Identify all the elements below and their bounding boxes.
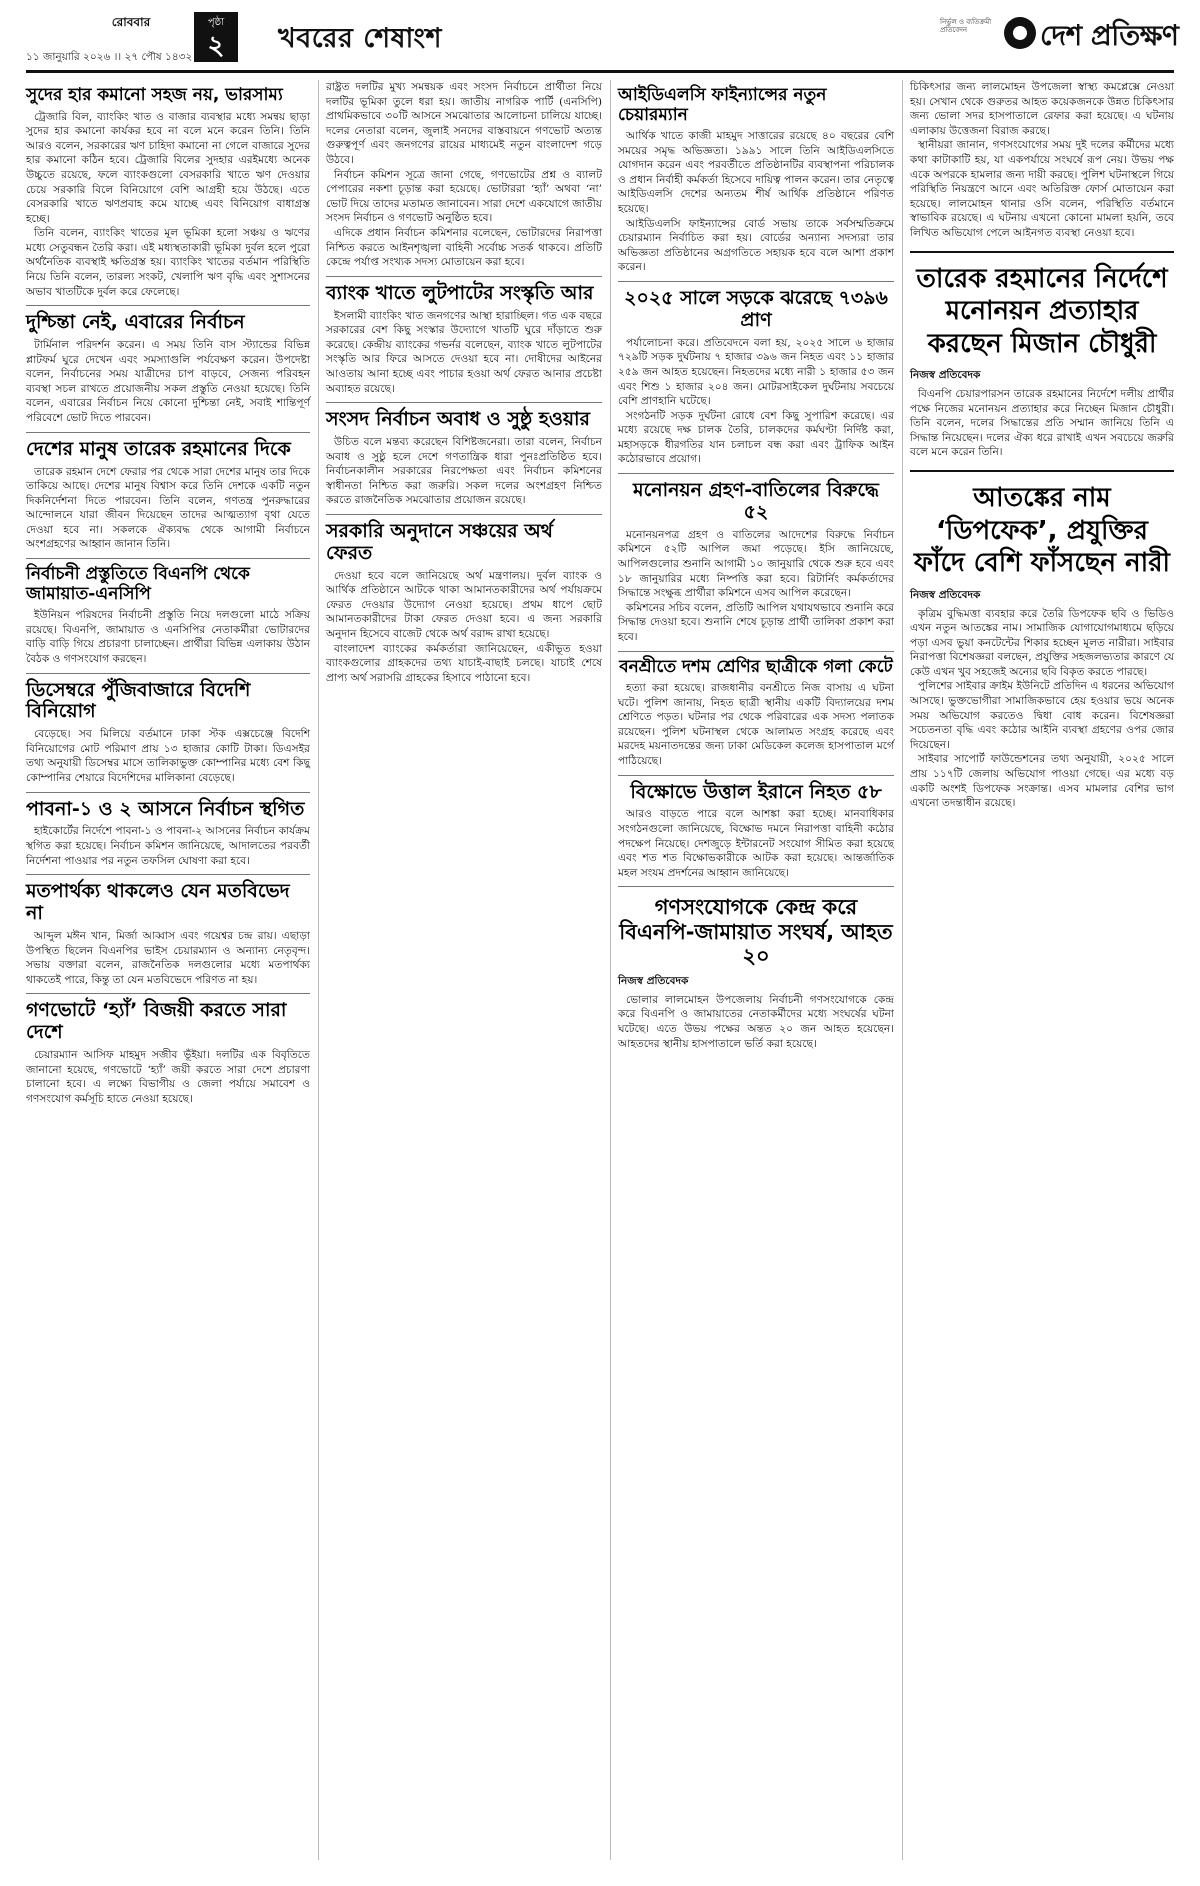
- article-divider: [910, 470, 1174, 472]
- article-divider: [26, 558, 310, 559]
- article-text: সাইবার সাপোর্ট ফাউন্ডেশনের তথ্য অনুযায়ী, ২০২৫ সালে প্রায় ১১৭টি জেলায় অভিযোগ পাওয়া গেছে। এর মধ্যে বড় একটি অংশই ডিপফেক সংক্রান্ত। এসব মামলার বেশির ভাগ এখনো তদন্তাধীন রয়েছে।: [910, 753, 1174, 810]
- header-day: রোববার: [111, 15, 151, 29]
- article-text: উচিত বলে মন্তব্য করেছেন বিশিষ্টজনেরা। তারা বলেন, নির্বাচন অবাধ ও সুষ্ঠু হলে দেশে গণতান্ত্রিক ধারা পুনঃপ্রতিষ্ঠিত হবে। নির্বাচনকালীন সরকারের নিরপেক্ষতা এবং নির্বাচন কমিশনের স্বাধীনতা নিশ্চিত করা জরুরি। সকল দলের অংশগ্রহণ নিশ্চিত করতে রাজনৈতিক সমঝোতার প্রয়োজন রয়েছে।: [326, 435, 602, 507]
- section-title: খবরের শেষাংশ: [278, 23, 442, 54]
- article-divider: [26, 993, 310, 994]
- article-text: আর্থিক খাতে কাজী মাহমুদ সাত্তারের রয়েছে ৪০ বছরের বেশি সময়ের সমৃদ্ধ অভিজ্ঞতা। ১৯৯১ সালে তিনি আইডিএলসিতে যোগদান করেন এবং পরবর্তীতে প্রতিষ্ঠানটির ব্যবস্থাপনা পরিচালক ও প্রধান নির্বাহী কর্মকর্তা হিসেবে দায়িত্ব পালন করেন। তার নেতৃত্বে আইডিএলসি দেশের অন্যতম শীর্ষ আর্থিক প্রতিষ্ঠানে পরিণত হয়েছে।: [618, 130, 894, 216]
- logo-tagline: নির্ভুল ও ব্যতিক্রমী প্রতিবেদন: [940, 18, 992, 34]
- article-text: ভোলার লালমোহন উপজেলায় নির্বাচনী গণসংযোগকে কেন্দ্র করে বিএনপি ও জামায়াতের নেতাকর্মীদের মধ্যে সংঘর্ষের ঘটনা ঘটেছে। এতে উভয় পক্ষের অন্তত ২০ জন আহত হয়েছেন। আহতদের স্থানীয় হাসপাতালে ভর্তি করা হয়েছে।: [618, 993, 894, 1050]
- article-text: মনোনয়নপত্র গ্রহণ ও বাতিলের আদেশের বিরুদ্ধে নির্বাচন কমিশনে ৫২টি আপিল জমা পড়েছে। ইসি জানিয়েছে, আপিলগুলোর শুনানি আগামী ১০ জানুয়ারি থেকে শুরু হবে এবং ১৮ জানুয়ারির মধ্যে নিষ্পত্তি করা হবে। রিটার্নিং কর্মকর্তাদের সিদ্ধান্তে সংক্ষুব্ধ প্রার্থীরা কমিশনে এসব আপিল করেছেন।: [618, 528, 894, 600]
- article-text: কমিশনের সচিব বলেন, প্রতিটি আপিল যথাযথভাবে শুনানি করে সিদ্ধান্ত দেওয়া হবে। শুনানি শেষে চূড়ান্ত প্রার্থী তালিকা প্রকাশ করা হবে।: [618, 601, 894, 643]
- headline[interactable]: ব্যাংক খাতে লুটপাটের সংস্কৃতি আর: [326, 281, 594, 304]
- article-text: চেয়ারম্যান আসিফ মাহমুদ সজীব ভূঁইয়া। দলটির এক বিবৃতিতে জানানো হয়েছে, গণভোটে ‘হ্যাঁ’ জয়ী করতে সারা দেশে প্রচারণা চালানো হবে। এ লক্ষ্যে বিভাগীয় ও জেলা পর্যায়ে সমাবেশ ও গণসংযোগ কর্মসূচি হাতে নেওয়া হয়েছে।: [26, 1048, 310, 1105]
- article-divider: [326, 402, 602, 403]
- article-divider: [26, 305, 310, 306]
- page-number-box: [194, 12, 238, 62]
- headline[interactable]: সরকারি অনুদানে সঞ্চয়ের অর্থ ফেরত: [326, 519, 553, 564]
- article-text: দেওয়া হবে বলে জানিয়েছে অর্থ মন্ত্রণালয়। দুর্বল ব্যাংক ও আর্থিক প্রতিষ্ঠানে আটকে থাকা আমানতকারীদের অর্থ পর্যায়ক্রমে ফেরত দেওয়ার উদ্যোগ নেওয়া হয়েছে। প্রথম ধাপে ছোট আমানতকারীদের টাকা ফেরত দেওয়া হবে। এ জন্য সরকারি অনুদান হিসেবে বাজেট থেকে অর্থ বরাদ্দ রাখা হয়েছে।: [326, 569, 602, 640]
- article-text: সংগঠনটি সড়ক দুর্ঘটনা রোধে বেশ কিছু সুপারিশ করেছে। এর মধ্যে রয়েছে দক্ষ চালক তৈরি, চালকদের কর্মঘণ্টা নির্দিষ্ট করা, মহাসড়কে ধীরগতির যান চলাচল বন্ধ করা এবং ট্রাফিক আইন কঠোরভাবে প্রয়োগ।: [618, 409, 894, 466]
- byline: নিজস্ব প্রতিবেদক: [910, 588, 981, 601]
- article-text: টার্মিনাল পরিদর্শন করেন। এ সময় তিনি বাস স্ট্যান্ডের বিভিন্ন প্লাটফর্ম ঘুরে দেখেন এবং সমস্যাগুলি পর্যবেক্ষণ করেন। উপদেষ্টা বলেন, নির্বাচনের সময় যাত্রীদের চাপ বাড়বে, সেজন্য পরিবহন ব্যবস্থা সচল রাখতে প্রয়োজনীয় সকল প্রস্তুতি নেওয়া হয়েছে। তিনি বলেন, এবারের নির্বাচন নিয়ে কোনো দুশ্চিন্তা নেই, সবাই শান্তিপূর্ণ পরিবেশে ভোট দিতে পারবেন।: [26, 339, 310, 425]
- article-text: রাষ্ট্রত দলটির মুখ্য সমন্বয়ক এবং সংসদ নির্বাচনে প্রার্থীতা নিয়ে দলটির ভূমিকা তুলে ধরা হয়। জাতীয় নাগরিক পার্টি (এনসিপি) প্রাথমিকভাবে ৩০টি আসনে সমঝোতার আলোচনা চালিয়ে যাচ্ছে। দলের নেতারা বলেন, জুলাই সনদের বাস্তবায়নে গণভোট অত্যন্ত গুরুত্বপূর্ণ এবং জনগণের রায়ের মাধ্যমেই নতুন বাংলাদেশ গড়ে উঠবে।: [326, 81, 602, 166]
- article-text: তারেক রহমান দেশে ফেরার পর থেকে সারা দেশের মানুষ তার দিকে তাকিয়ে আছে। দেশের মানুষ বিশ্বাস করে তিনি দেশকে একটি নতুন দিকনির্দেশনা দিতে পারবেন। তিনি বলেন, গণতন্ত্র পুনরুদ্ধারের আন্দোলনে যারা জীবন দিয়েছেন তাদের আত্মত্যাগ বৃথা যেতে দেওয়া হবে না। সকলকে ঐক্যবদ্ধ থেকে আগামী নির্বাচনে অংশগ্রহণের আহ্বান জানান তিনি।: [26, 465, 310, 551]
- article-text: আরও বাড়তে পারে বলে আশঙ্কা করা হচ্ছে। মানবাধিকার সংগঠনগুলো জানিয়েছে, বিক্ষোভ দমনে নিরাপত্তা বাহিনী কঠোর পদক্ষেপ নিয়েছে। দেশজুড়ে ইন্টারনেট সংযোগ সীমিত করা হয়েছে এবং শত শত বিক্ষোভকারীকে আটক করা হয়েছে। আন্তর্জাতিক মহল সংযম প্রদর্শনের আহ্বান জানিয়েছে।: [618, 808, 894, 879]
- column-divider: [318, 80, 319, 1860]
- page-header: [26, 12, 1179, 70]
- column-2: [326, 80, 602, 685]
- article-text: নির্বাচন কমিশন সূত্রে জানা গেছে, গণভোটের প্রশ্ন ও ব্যালট পেপারের নকশা চূড়ান্ত করা হয়েছে। ভোটাররা ‘হ্যাঁ’ অথবা ‘না’ ভোট দিয়ে তাদের মতামত জানাবেন। সারা দেশে একযোগে জাতীয় সংসদ নির্বাচন ও গণভোট অনুষ্ঠিত হবে।: [326, 168, 602, 225]
- article-divider: [618, 886, 894, 887]
- headline[interactable]: দুশ্চিন্তা নেই, এবারের নির্বাচন: [26, 311, 245, 334]
- headline[interactable]: দেশের মানুষ তারেক রহমানের দিকে: [26, 437, 291, 460]
- headline[interactable]: আতঙ্কের নাম ‘ডিপফেক’, প্রযুক্তির ফাঁদে বেশি ফাঁসছেন নারী: [914, 483, 1170, 578]
- headline[interactable]: সুদের হার কমানো সহজ নয়, ভারসাম্য: [26, 85, 283, 105]
- headline[interactable]: মতপার্থক্য থাকলেও যেন মতবিভেদ না: [26, 880, 290, 925]
- article-text: হাইকোর্টের নির্দেশে পাবনা-১ ও পাবনা-২ আসনের নির্বাচন কার্যক্রম স্থগিত করা হয়েছে। নির্বাচন কমিশন জানিয়েছে, আদালতের পরবর্তী নির্দেশনা পাওয়ার পর নতুন তফসিল ঘোষণা করা হবে।: [26, 825, 310, 867]
- headline[interactable]: সংসদ নির্বাচন অবাধ ও সুষ্ঠু হওয়ার: [326, 408, 591, 431]
- logo-emblem-icon: [1004, 17, 1036, 49]
- article-text: বাংলাদেশ ব্যাংকের কর্মকর্তারা জানিয়েছেন, একীভূত হওয়া ব্যাংকগুলোর গ্রাহকদের তথ্য যাচাই-বাছাই চলছে। যাচাই শেষে প্রাপ্য অর্থ সরাসরি গ্রাহকের হিসাবে পাঠানো হবে।: [326, 642, 602, 684]
- headline[interactable]: ডিসেম্বরে পুঁজিবাজারে বিদেশি বিনিয়োগ: [26, 678, 251, 723]
- article-text: আইডিএলসি ফাইন্যান্সের বোর্ড সভায় তাকে সর্বসম্মতিক্রমে চেয়ারম্যান নির্বাচিত করা হয়। বোর্ডের অন্যান্য সদস্যরা তার অভিজ্ঞতা প্রতিষ্ঠানের অগ্রগতিতে সহায়ক হবে বলে আশা প্রকাশ করেন।: [618, 217, 894, 274]
- article-text: পর্যালোচনা করে। প্রতিবেদনে বলা হয়, ২০২৫ সালে ৬ হাজার ৭২৯টি সড়ক দুর্ঘটনায় ৭ হাজার ৩৯৬ জন নিহত এবং ১১ হাজার ২৫৯ জন আহত হয়েছেন। নিহতদের মধ্যে নারী ১ হাজার ৫৩ জন এবং শিশু ১ হাজার ২০৪ জন। মোটরসাইকেল দুর্ঘটনায় সবচেয়ে বেশি প্রাণহানি ঘটেছে।: [618, 336, 894, 408]
- article-divider: [618, 281, 894, 282]
- headline[interactable]: মনোনয়ন গ্রহণ-বাতিলের বিরুদ্ধে ৫২: [633, 479, 879, 523]
- headline[interactable]: বনশ্রীতে দশম শ্রেণির ছাত্রীকে গলা কেটে: [619, 656, 893, 677]
- masthead-logo: [934, 12, 1179, 62]
- article-text: বিএনপি চেয়ারপারসন তারেক রহমানের নির্দেশে দলীয় প্রার্থীর পক্ষে নিজের মনোনয়ন প্রত্যাহার করে নিচ্ছেন মিজান চৌধুরী। তিনি বলেন, দলের সিদ্ধান্তের প্রতি সম্মান জানিয়ে তিনি এ সিদ্ধান্ত নিয়েছেন। দলের ঐক্য ধরে রাখাই এখন সবচেয়ে জরুরি বলে মনে করেন তিনি।: [910, 388, 1174, 459]
- headline[interactable]: পাবনা-১ ও ২ আসনে নির্বাচন স্থগিত: [26, 797, 305, 820]
- article-text: ট্রেজারি বিল, ব্যাংকিং খাত ও বাজার ব্যবস্থার মধ্যে সমন্বয় ছাড়া সুদের হার কমানো কার্যকর হবে না বলে মনে করেন তিনি। তিনি আরও বলেন, সরকারের ঋণ চাহিদা কমানো না গেলে বাজারে সুদের হার কমানো কঠিন হবে। ট্রেজারি বিলের সুদহার এরইমধ্যে অনেক উচ্চুতে রয়েছে, ফলে ব্যাংকগুলো বেসরকারি খাতে ঋণ দেওয়ার চেয়ে সরকারি বিলে বিনিয়োগে বেশি আগ্রহী হয়ে উঠছে। এতে বেসরকারি খাতে ঋণপ্রবাহ কমে যাচ্ছে এবং বিনিয়োগ বাধাগ্রস্ত হচ্ছে।: [26, 110, 310, 225]
- article-divider: [326, 514, 602, 515]
- headline[interactable]: গণভোটে ‘হ্যাঁ’ বিজয়ী করতে সারা দেশে: [26, 999, 287, 1044]
- headline[interactable]: গণসংযোগকে কেন্দ্র করে বিএনপি-জামায়াত সংঘর্ষ, আহত ২০: [619, 895, 893, 968]
- article-text: তিনি বলেন, ব্যাংকিং খাতের মূল ভূমিকা হলো সঞ্চয় ও ঋণের মধ্যে সেতুবন্ধন তৈরি করা। এই মধ্যস্থতাকারী ভূমিকা দুর্বল হলে পুরো অর্থনৈতিক ব্যবস্থাই ক্ষতিগ্রস্ত হয়। ব্যাংকিং খাতের বর্তমান পরিস্থিতি নিয়ে তিনি বলেন, তারল্য সংকট, খেলাপি ঋণ বৃদ্ধি এবং সুশাসনের অভাব খাতটিকে দুর্বল করে ফেলেছে।: [26, 227, 310, 298]
- headline[interactable]: তারেক রহমানের নির্দেশে মনোনয়ন প্রত্যাহার করছেন মিজান চৌধুরী: [916, 263, 1168, 359]
- byline: নিজস্ব প্রতিবেদক: [910, 369, 981, 382]
- article-divider: [26, 673, 310, 674]
- article-divider: [618, 651, 894, 652]
- logo-text: দেশ প্রতিক্ষণ: [1040, 19, 1179, 52]
- column-1: [26, 80, 310, 1106]
- article-text: হত্যা করা হয়েছে। রাজধানীর বনশ্রীতে নিজ বাসায় এ ঘটনা ঘটে। পুলিশ জানায়, নিহত ছাত্রী স্থানীয় একটি বিদ্যালয়ের দশম শ্রেণিতে পড়ত। ঘটনার পর থেকে পরিবারের এক সদস্য পলাতক রয়েছেন। পুলিশ ঘটনাস্থল থেকে আলামত সংগ্রহ করেছে এবং মরদেহ ময়নাতদন্তের জন্য ঢাকা মেডিকেল কলেজ হাসপাতাল মর্গে পাঠিয়েছে।: [618, 682, 894, 768]
- article-text: বেড়েছে। সব মিলিয়ে বর্তমানে ঢাকা স্টক এক্সচেঞ্জে বিদেশি বিনিয়োগের মোট পরিমাণ প্রায় ১৩ হাজার কোটি টাকা। ডিএসইর তথ্য অনুযায়ী ডিসেম্বর মাসে তালিকাভুক্ত কোম্পানির মধ্যে বেশ কিছু কোম্পানির শেয়ারে বিদেশিদের মালিকানা বেড়েছে।: [26, 728, 310, 785]
- header-divider: [26, 70, 1174, 73]
- article-divider: [26, 432, 310, 433]
- article-text: আব্দুল মঈন খান, মির্জা আব্বাস এবং গয়েশ্বর চন্দ্র রায়। এছাড়া উপস্থিত ছিলেন বিএনপির ভাইস চেয়ারম্যান ও অন্যান্য নেতৃবৃন্দ। সভায় বক্তারা বলেন, রাজনৈতিক দলগুলোর মধ্যে মতপার্থক্য থাকতেই পারে, কিন্তু তা যেন মতবিভেদে পরিণত না হয়।: [26, 929, 310, 986]
- article-text: স্থানীয়রা জানান, গণসংযোগের সময় দুই দলের কর্মীদের মধ্যে কথা কাটাকাটি হয়, যা একপর্যায়ে সংঘর্ষে রূপ নেয়। উভয় পক্ষ একে অপরকে হামলার জন্য দায়ী করছে। পুলিশ ঘটনাস্থলে গিয়ে পরিস্থিতি নিয়ন্ত্রণে আনে এবং অতিরিক্ত ফোর্স মোতায়েন করা হয়েছে। লালমোহন থানার ওসি বলেন, পরিস্থিতি বর্তমানে স্বাভাবিক রয়েছে। এ ঘটনায় এখনো কোনো মামলা হয়নি, তবে লিখিত অভিযোগ পেলে আইনগত ব্যবস্থা নেওয়া হবে।: [910, 139, 1174, 239]
- article-divider: [326, 276, 602, 277]
- headline[interactable]: নির্বাচনী প্রস্তুতিতে বিএনপি থেকে জামায়াত-এনসিপি: [26, 564, 250, 604]
- column-divider: [610, 80, 611, 1860]
- column-4: [910, 80, 1174, 811]
- article-text: পুলিশের সাইবার ক্রাইম ইউনিটে প্রতিদিন এ ধরনের অভিযোগ আসছে। ভুক্তভোগীরা সামাজিকভাবে হেয় হওয়ার ভয়ে অনেক সময় অভিযোগ করতেও দ্বিধা বোধ করেন। বিশেষজ্ঞরা সচেতনতা বৃদ্ধি এবং কঠোর আইনি ব্যবস্থা গ্রহণের ওপর জোর দিয়েছেন।: [910, 680, 1174, 751]
- column-3: [618, 80, 894, 1051]
- article-divider: [618, 473, 894, 474]
- page-number: ২: [207, 31, 225, 61]
- article-divider: [618, 775, 894, 776]
- headline[interactable]: ২০২৫ সালে সড়কে ঝরেছে ৭৩৯৬ প্রাণ: [624, 287, 888, 331]
- article-text: ইউনিয়ন পরিষদের নির্বাচনী প্রস্তুতি নিয়ে দলগুলো মাঠে সক্রিয় রয়েছে। বিএনপি, জামায়াত ও এনসিপির নেতাকর্মীরা ভোটারদের বাড়ি বাড়ি গিয়ে প্রচারণা চালাচ্ছেন। প্রার্থীরা বিভিন্ন এলাকায় উঠান বৈঠক ও গণসংযোগ করছেন।: [26, 609, 310, 665]
- headline[interactable]: আইডিএলসি ফাইন্যান্সের নতুন চেয়ারম্যান: [618, 85, 827, 125]
- article-divider: [910, 251, 1174, 253]
- article-text: এদিকে প্রধান নির্বাচন কমিশনার বলেছেন, ভোটারদের নিরাপত্তা নিশ্চিত করতে আইনশৃঙ্খলা বাহিনী সর্বোচ্চ সতর্ক থাকবে। প্রতিটি কেন্দ্রে পর্যাপ্ত সংখ্যক সদস্য মোতায়েন করা হবে।: [326, 226, 602, 269]
- article-text: ইসলামী ব্যাংকিং খাত জনগণের আস্থা হারাচ্ছিল। গত এক বছরে সরকারের বেশ কিছু সংস্কার উদ্যোগে খাতটি ঘুরে দাঁড়াতে শুরু করেছে। কেন্দ্রীয় ব্যাংকের গভর্নর বলেছেন, ব্যাংক খাতে লুটপাটের সংস্কৃতি আর ফিরে আসতে দেওয়া হবে না। দোষীদের আইনের আওতায় আনা হচ্ছে এবং পাচার হওয়া অর্থ ফেরত আনার প্রচেষ্টা অব্যাহত রয়েছে।: [326, 309, 602, 395]
- article-divider: [26, 874, 310, 875]
- article-divider: [26, 792, 310, 793]
- page-word: পৃষ্ঠা: [207, 17, 225, 28]
- article-text: কৃত্রিম বুদ্ধিমত্তা ব্যবহার করে তৈরি ডিপফেক ছবি ও ভিডিও এখন নতুন আতঙ্কের নাম। সামাজিক যোগাযোগমাধ্যমে ছড়িয়ে পড়া এসব ভুয়া কনটেন্টের শিকার হচ্ছেন মূলত নারীরা। সাইবার নিরাপত্তা বিশেষজ্ঞরা বলছেন, প্রযুক্তির সহজলভ্যতার কারণে যে কেউ এখন খুব সহজেই অন্যের ছবি বিকৃত করতে পারছে।: [910, 607, 1174, 678]
- article-text: চিকিৎসার জন্য লালমোহন উপজেলা স্বাস্থ্য কমপ্লেক্সে নেওয়া হয়। সেখান থেকে গুরুতর আহত কয়েকজনকে উন্নত চিকিৎসার জন্য ভোলা সদর হাসপাতালে রেফার করা হয়েছে। এ ঘটনায় এলাকায় উত্তেজনা বিরাজ করছে।: [910, 81, 1174, 137]
- headline[interactable]: বিক্ষোভে উত্তাল ইরানে নিহত ৫৮: [630, 780, 882, 803]
- header-date: ১১ জানুয়ারি ২০২৬ ।। ২৭ পৌষ ১৪৩২: [26, 51, 193, 63]
- column-divider: [902, 80, 903, 1860]
- byline: নিজস্ব প্রতিবেদক: [618, 974, 689, 987]
